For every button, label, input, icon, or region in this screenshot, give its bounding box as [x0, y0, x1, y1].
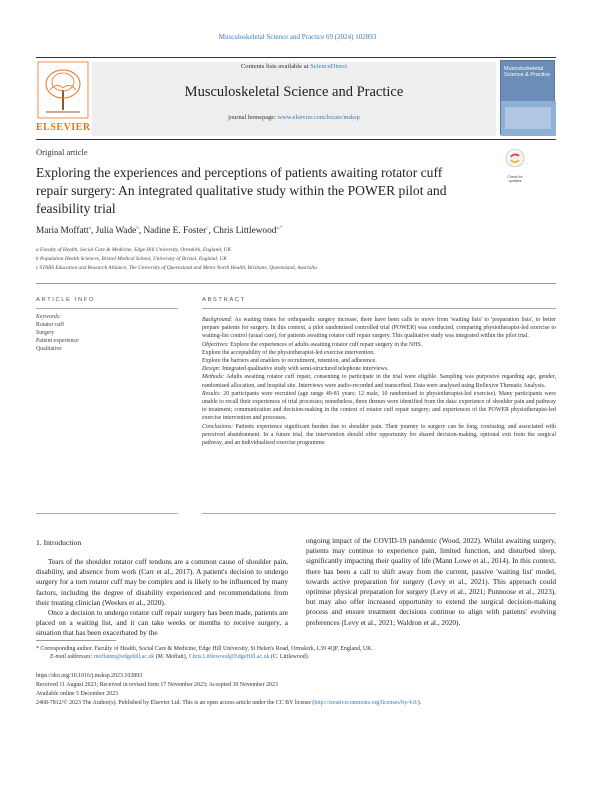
section-heading-introduction: 1. Introduction	[36, 538, 82, 547]
keyword[interactable]: Qualitative	[36, 346, 62, 352]
abstract-paragraph: Results: 20 participants were recruited (age range 49-81 years; 12 male, 10 randomised to physiotherapist-led exercise). Many participants were unable to recall their experiences of trial processes; nonetheless, three themes were identified from the data: experience of shoulder pain and pathway to treatment; communication and decision-making in the context of rotator cuff repair surgery; and experiences of the POWER physiotherapist-led exercise intervention and processes.	[202, 390, 556, 422]
check-for-updates-button[interactable]	[502, 148, 528, 183]
header-bottom-rule	[36, 139, 556, 140]
article-type: Original article	[36, 147, 88, 157]
affiliation: b Population Health Sciences, Bristol Medical School, University of Bristol, England, UK	[36, 256, 227, 262]
abstract-paragraph: Methods: Adults awaiting rotator cuff repair, consenting to participate in the trial were eligible. Sampling was purposive regarding age, gender, randomised allocation, and hospital site. Interviews were audio-recorded and transcribed. Data were analysed using Reflexive Thematic Analysis.	[202, 374, 556, 389]
affiliation: a Faculty of Health, Social Care & Medicine, Edge Hill University, Ormskirk, England, UK	[36, 247, 231, 253]
received-dates: Received 11 August 2023; Received in revised form 17 November 2023; Accepted 30 November 2023	[36, 682, 278, 688]
intro-left-column	[36, 557, 288, 639]
article-info-heading: ARTICLE INFO	[36, 297, 96, 303]
author[interactable]: Nadine E. Foster$^c$	[143, 226, 209, 237]
homepage-link[interactable]: www.elsevier.com/locate/msksp	[277, 114, 360, 121]
divider	[202, 513, 556, 514]
abstract-paragraph: Objectives: Explore the experiences of adults awaiting rotator cuff repair surgery in the NHS.	[202, 341, 423, 348]
license-link[interactable]: http://creativecommons.org/licenses/by/4.0/	[314, 700, 418, 706]
corresponding-author-note: * Corresponding author. Faculty of Health, Social Care & Medicine, Edge Hill University, St Helen's Road, Ormskirk, L39 4QP, England, UK.	[36, 646, 373, 652]
cover-title: Musculoskeletal Science & Practice	[504, 66, 551, 78]
journal-citation[interactable]: Musculoskeletal Science and Practice 69 (2024) 102893	[218, 33, 377, 41]
abstract-paragraph: Design: Integrated qualitative study with semi-structured telephone interviews.	[202, 366, 389, 373]
article-title: Exploring the experiences and perceptions of patients awaiting rotator cuff repair surgery: An integrated qualitative study within the POWER pilot and feasibility trial	[36, 165, 447, 216]
affiliation: c STARS Education and Research Alliance, The University of Queensland and Metro North Health, Brisbane, Queensland, Australia	[36, 265, 317, 271]
author[interactable]: Maria Moffatt$^a$	[36, 226, 91, 237]
elsevier-logo-text: ELSEVIER	[36, 122, 91, 133]
author-list: Maria Moffatt$^a$, Julia Wade$^b$, Nadine E. Foster$^c$, Chris Littlewood$^{a,*}$	[36, 226, 283, 237]
divider	[36, 283, 556, 284]
contents-prefix: Contents lists available at	[240, 63, 311, 70]
abstract-heading: ABSTRACT	[202, 297, 246, 303]
license-line: 2468-7812/© 2023 The Author(s). Published by Elsevier Ltd. This is an open access article under the CC BY license (http://creativecommons.org/licenses/by/4.0/).	[36, 700, 422, 706]
body-paragraph: ongoing impact of the COVID-19 pandemic (Wood, 2022). Whilst awaiting surgery, patients may continue to experience pain, limited function, and disturbed sleep, significantly impacting their quality of life (Mann Lowe et al., 2014). In this context, there has been a call to shift away from the current, passive 'waiting list' model, towards active preparation for surgery (Levy et al., 2021). This approach could optimise physical preparation for surgery (Levy et al., 2021; Punnoose et al., 2023), but may also offer increased opportunity to extend the surgical decision-making process and ensure treatment decisions continue to align with patients' evolving preferences (Levy et al., 2021; Waldron et al., 2020).	[306, 536, 556, 627]
body-paragraph: Once a decision to undergo rotator cuff repair surgery has been made, patients are placed on a waiting list, and it can take weeks or months to receive surgery, a situation that has been exacerbated by the	[36, 608, 288, 638]
abstract-body	[202, 316, 556, 447]
abstract-paragraph: Explore the acceptability of the physiotherapist-led exercise intervention.	[202, 349, 375, 356]
intro-right-column	[306, 536, 556, 628]
available-online: Available online 5 December 2023	[36, 691, 119, 697]
check-for-updates-label: Check for updates	[507, 175, 523, 183]
author[interactable]: Julia Wade$^b$	[95, 226, 139, 237]
divider	[36, 308, 178, 309]
journal-name: Musculoskeletal Science and Practice	[184, 84, 404, 100]
sciencedirect-link[interactable]: ScienceDirect	[310, 63, 348, 70]
homepage-prefix: journal homepage:	[228, 114, 278, 121]
email-link[interactable]: Chris.Littlewood@EdgeHill.ac.uk	[188, 654, 270, 660]
doi-link[interactable]: https://doi.org/10.1016/j.msksp.2023.102893	[36, 673, 143, 679]
keyword[interactable]: Rotator cuff	[36, 322, 65, 328]
abstract-paragraph: Conclusions: Patients experience significant burden due to shoulder pain. Their journey to surgery can be long, confusing, and associated with perceived abandonment. In a future trial, the intervention should offer opportunity for shared decision-making, optional exit from the surgical pathway, and an individualised exercise programme.	[202, 423, 556, 447]
divider	[202, 308, 556, 309]
contents-available	[92, 63, 496, 70]
keywords-label: Keywords:	[36, 314, 61, 320]
abstract-paragraph: Background: As waiting times for orthopaedic surgery increase, there have been calls to move from 'waiting lists' to 'preparation lists', to better prepare patients for surgery. In this context, a pilot randomised controlled trial (POWER) was conducted, comparing physiotherapist-led exercise to waiting-list control (usual care), for patients awaiting rotator cuff repair surgery. This qualitative study was integrated within the pilot trial.	[202, 317, 556, 340]
keyword[interactable]: Surgery	[36, 330, 55, 336]
abstract-paragraph: Explore the barriers and enablers to recruitment, retention, and adherence.	[202, 358, 377, 365]
keyword[interactable]: Patient experience	[36, 338, 79, 344]
author[interactable]: Chris Littlewood$^{a,*}$	[213, 226, 283, 237]
email-link[interactable]: moffattm@edgehill.ac.uk	[93, 654, 155, 660]
journal-homepage	[92, 114, 496, 121]
email-addresses: E-mail addresses: moffattm@edgehill.ac.uk (M. Moffatt), Chris.Littlewood@EdgeHill.ac.uk (C. Littlewood).	[50, 654, 310, 660]
footnote-rule	[36, 640, 116, 641]
body-paragraph: Tears of the shoulder rotator cuff tendons are a common cause of shoulder pain, disability, and absence from work (Carr et al., 2017). A patient's decision to undergo surgery for a torn rotator cuff may be complex and is likely to be influenced by many factors, including the degree of disability experienced and recommendations from their treating clinician (Weekes et al., 2020).	[36, 557, 288, 607]
divider	[36, 513, 178, 514]
header-top-rule	[36, 57, 556, 58]
